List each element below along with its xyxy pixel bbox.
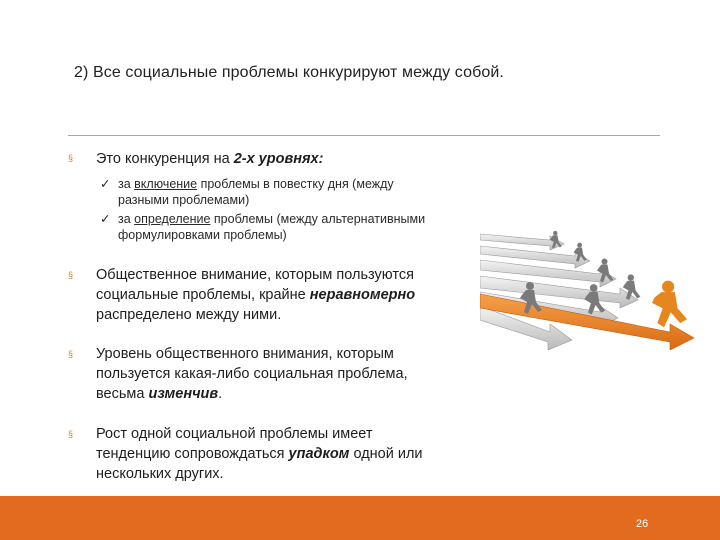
bullet-line: распределено между ними. — [96, 307, 282, 323]
sub-text-continued: формулировками проблемы) — [118, 227, 287, 242]
bullet-emphasis: изменчив — [148, 386, 219, 402]
sub-text-continued: разными проблемами) — [118, 192, 250, 207]
sub-text: за — [118, 212, 135, 226]
bullet-line: тенденцию сопровождаться — [96, 446, 289, 462]
slide-number: 26 — [636, 518, 649, 530]
bullet-line: Рост одной социальной проблемы имеет — [96, 426, 373, 442]
sub-underlined: включение — [134, 177, 198, 191]
race-arrows-runners-illustration — [480, 210, 720, 350]
bullet-line: пользуется какая-либо социальная проблема, — [96, 366, 408, 382]
bullet-line: социальные проблемы, крайне — [96, 287, 310, 303]
slide-title: 2) Все социальные проблемы конкурируют между собой. — [74, 64, 504, 81]
checkmark-icon: ✓ — [100, 212, 111, 226]
bullet-line: Общественное внимание, которым пользуются — [96, 267, 414, 283]
bullet-public-attention — [96, 265, 486, 325]
checkmark-icon: ✓ — [100, 177, 111, 191]
sub-text: проблемы (между альтернативными — [210, 212, 426, 226]
bottom-bar — [0, 496, 720, 540]
bullet-line: Уровень общественного внимания, которым — [96, 346, 394, 362]
bullet-line: одной или — [349, 446, 423, 462]
bullet-attention-level — [96, 344, 486, 404]
bullet-problem-growth — [96, 424, 486, 484]
sub-underlined: определение — [134, 212, 211, 226]
bullet-line: весьма — [96, 386, 149, 402]
bullet-emphasis: упадком — [288, 446, 350, 462]
title-divider — [68, 135, 660, 136]
bullet-emphasis: 2-х уровнях: — [233, 151, 324, 167]
sub-item-definition — [100, 212, 495, 243]
bullet-emphasis: неравномерно — [309, 287, 416, 303]
bullet-marker: § — [68, 429, 74, 439]
sub-text: за — [118, 177, 135, 191]
bullet-marker: § — [68, 349, 74, 359]
bullet-text: Это конкуренция на — [96, 151, 234, 167]
bullet-marker: § — [68, 153, 74, 163]
bullet-marker: § — [68, 270, 74, 280]
bullet-competition-levels — [96, 149, 486, 169]
bullet-line: . — [218, 386, 223, 402]
sub-text: проблемы в повестку дня (между — [197, 177, 394, 191]
sub-item-inclusion — [100, 177, 495, 208]
bullet-line: нескольких других. — [96, 466, 224, 482]
